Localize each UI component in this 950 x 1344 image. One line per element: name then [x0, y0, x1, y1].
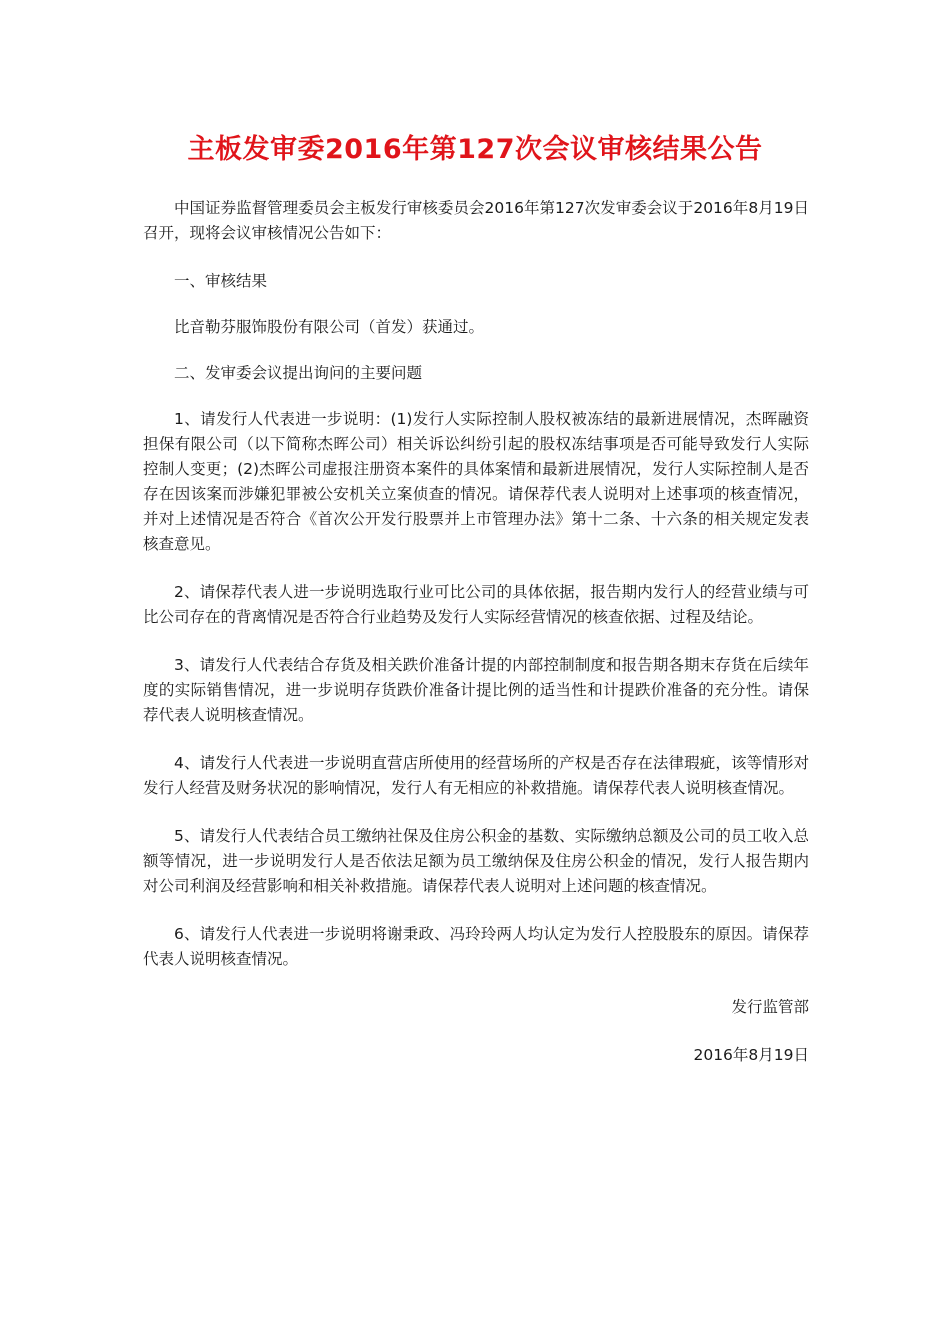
question-item: 6、请发行人代表进一步说明将谢秉政、冯玲玲两人均认定为发行人控股股东的原因。请保荐代表人说明核查情况。: [143, 925, 809, 968]
intro-paragraph: 中国证券监督管理委员会主板发行审核委员会2016年第127次发审委会议于2016年8月19日召开，现将会议审核情况公告如下：: [143, 199, 809, 242]
section-heading-results: 一、审核结果: [174, 272, 268, 290]
question-item: 5、请发行人代表结合员工缴纳社保及住房公积金的基数、实际缴纳总额及公司的员工收入总额等情况，进一步说明发行人是否依法足额为员工缴纳保及住房公积金的情况，发行人报告期内对公司利润及经营影响和相关补救措施。请保荐代表人说明对上述问题的核查情况。: [143, 827, 809, 895]
signature-department: 发行监管部: [731, 998, 809, 1016]
question-item: 1、请发行人代表进一步说明：(1)发行人实际控制人股权被冻结的最新进展情况，杰晖融资担保有限公司（以下简称杰晖公司）相关诉讼纠纷引起的股权冻结事项是否可能导致发行人实际控制人变更；(2)杰晖公司虚报注册资本案件的具体案情和最新进展情况，发行人实际控制人是否存在因该案而涉嫌犯罪被公安机关立案侦查的情况。请保荐代表人说明对上述事项的核查情况，并对上述情况是否符合《首次公开发行股票并上市管理办法》第十二条、十六条的相关规定发表核查意见。: [143, 410, 809, 553]
document-body: [143, 196, 809, 1091]
question-item: 4、请发行人代表进一步说明直营店所使用的经营场所的产权是否存在法律瑕疵，该等情形对发行人经营及财务状况的影响情况，发行人有无相应的补救措施。请保荐代表人说明核查情况。: [143, 754, 809, 797]
question-item: 2、请保荐代表人进一步说明选取行业可比公司的具体依据，报告期内发行人的经营业绩与可比公司存在的背离情况是否符合行业趋势及发行人实际经营情况的核查依据、过程及结论。: [143, 583, 809, 626]
section-heading-questions: 二、发审委会议提出询问的主要问题: [174, 364, 423, 382]
review-result: 比音勒芬服饰股份有限公司（首发）获通过。: [174, 318, 485, 336]
signature-date: 2016年8月19日: [693, 1046, 809, 1064]
page-title: 主板发审委2016年第127次会议审核结果公告: [187, 134, 763, 165]
question-item: 3、请发行人代表结合存货及相关跌价准备计提的内部控制制度和报告期各期末存货在后续年度的实际销售情况，进一步说明存货跌价准备计提比例的适当性和计提跌价准备的充分性。请保荐代表人说明核查情况。: [143, 656, 809, 724]
